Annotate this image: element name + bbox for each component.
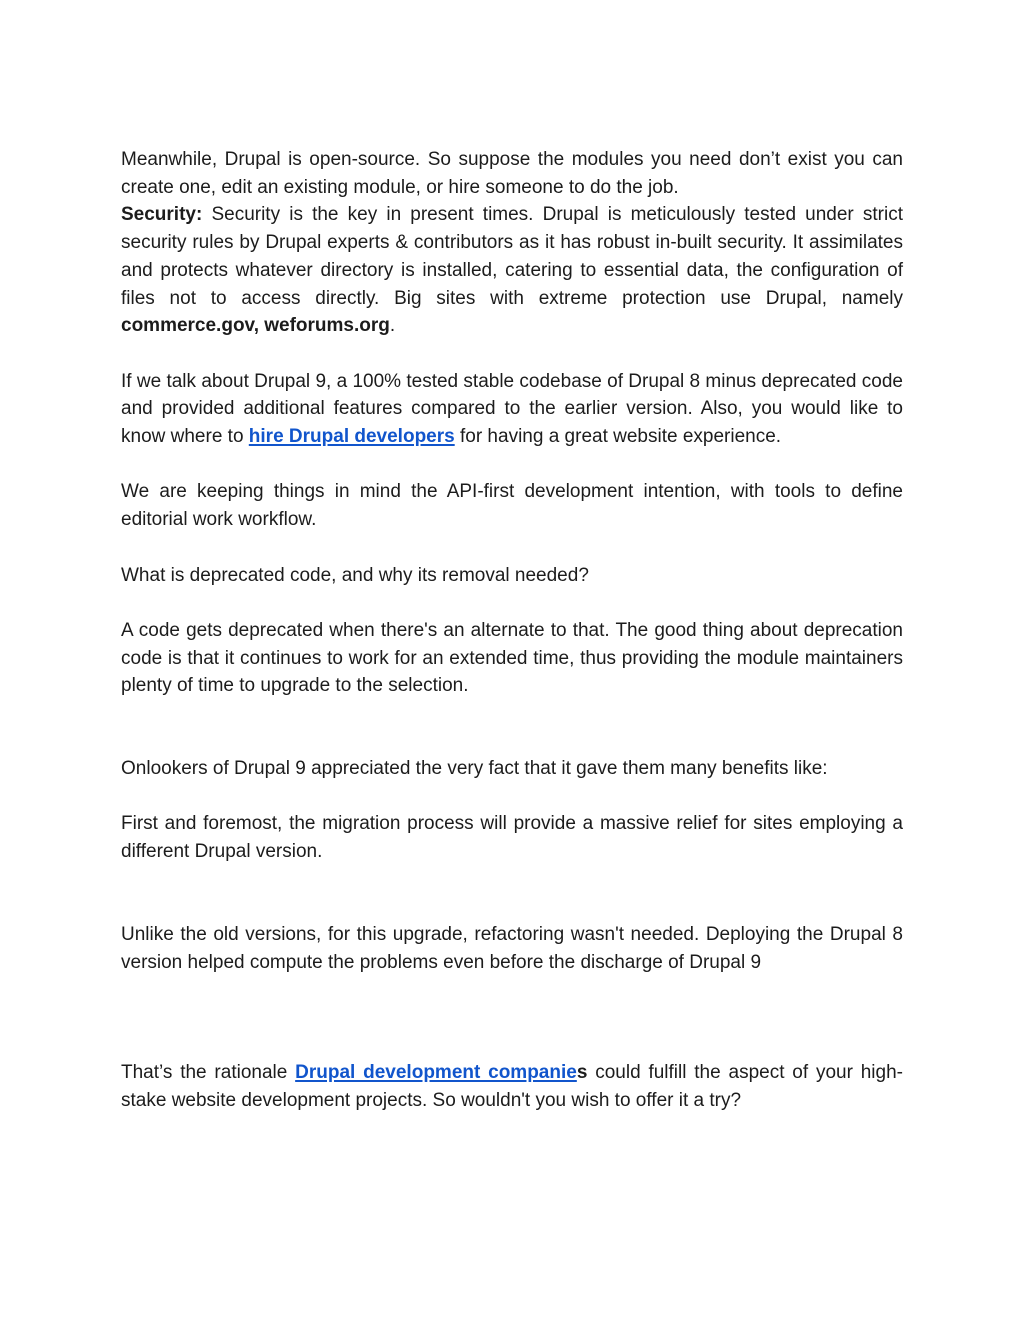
security-text: Security is the key in present times. Drupal is meticulously tested under strict security rules by Drupal experts & contributors as it has robust in-built security. It assimilates and protects whatever directory is installed, catering to essential data, the configuration of files not to access directly. Big sites with extreme protection use Drupal, namely bbox=[121, 204, 903, 309]
paragraph-drupal-9 bbox=[121, 368, 903, 451]
paragraph-api-first: We are keeping things in mind the API-first development intention, with tools to define editorial work workflow. bbox=[121, 481, 903, 531]
paragraph-rationale bbox=[121, 1059, 903, 1114]
paragraph-onlookers: Onlookers of Drupal 9 appreciated the very fact that it gave them many benefits like: bbox=[121, 758, 828, 779]
paragraph-open-source bbox=[121, 146, 903, 340]
link-tail-s: s bbox=[576, 1062, 588, 1084]
drupal-development-companies-link[interactable]: Drupal development companie bbox=[295, 1062, 577, 1084]
paragraph-open-source-text: Meanwhile, Drupal is open-source. So suppose the modules you need don’t exist you can create one, edit an existing module, or hire someone to do the job. bbox=[121, 149, 903, 198]
paragraph-question: What is deprecated code, and why its removal needed? bbox=[121, 564, 589, 586]
security-sites: commerce.gov, weforums.org bbox=[121, 315, 390, 337]
paragraph-refactoring: Unlike the old versions, for this upgrade, refactoring wasn't needed. Deploying the Drupal 8 version helped compute the problems even before the discharge of Drupal 9 bbox=[121, 923, 903, 973]
paragraph-deprecation: A code gets deprecated when there's an alternate to that. The good thing about deprecation code is that it continues to work for an extended time, thus providing the module maintainers plenty of time to upgrade to the selection. bbox=[121, 619, 903, 697]
paragraph-drupal-9-text: If we talk about Drupal 9, a 100% tested stable codebase of Drupal 8 minus deprecated code and provided additional features compared to the earlier version. Also, you would like to know where to bbox=[121, 370, 903, 448]
security-label: Security: bbox=[121, 204, 203, 226]
paragraph-migration: First and foremost, the migration process will provide a massive relief for sites employing a different Drupal version. bbox=[121, 813, 903, 863]
paragraph-rationale-text: That’s the rationale bbox=[121, 1062, 296, 1084]
hire-drupal-developers-link[interactable]: hire Drupal developers bbox=[248, 426, 455, 448]
paragraph-rationale-tail: could fulfill the aspect of your high-stake website development projects. So wouldn't you wish to offer it a try? bbox=[121, 1062, 903, 1111]
security-end: . bbox=[389, 315, 396, 337]
document-page bbox=[121, 146, 903, 1115]
paragraph-drupal-9-tail: for having a great website experience. bbox=[454, 426, 782, 448]
